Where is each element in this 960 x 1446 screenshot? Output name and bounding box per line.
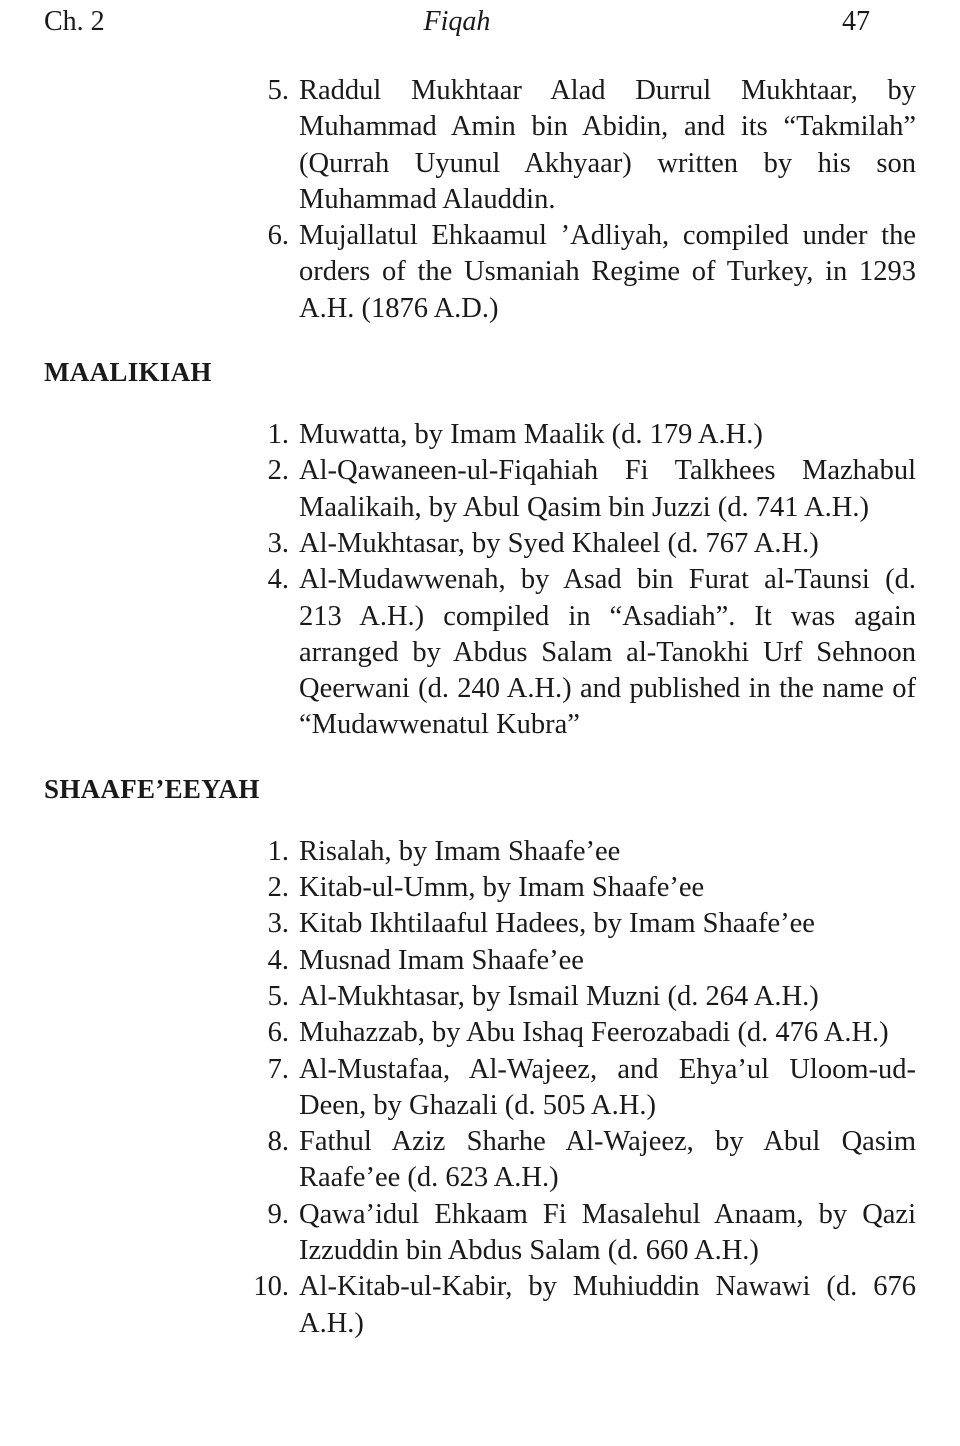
section-heading-shaafeeeyah: SHAAFE’EEYAH xyxy=(44,773,260,804)
list-item xyxy=(267,943,916,979)
item-number: 10. xyxy=(253,1271,289,1303)
item-text: Musnad Imam Shaafe’ee xyxy=(299,944,584,976)
list-item xyxy=(267,834,916,870)
item-text: Kitab Ikhtilaaful Hadees, by Imam Shaafe’ee xyxy=(299,908,815,940)
item-text: Mujallatul Ehkaamul ’Adliyah, compiled under the orders of the Usmaniah Regime of Turkey, in 1293 A.H. (1876 A.D.) xyxy=(299,220,916,324)
item-text: Al-Mustafaa, Al-Wajeez, and Ehya’ul Uloom-ud-Deen, by Ghazali (d. 505 A.H.) xyxy=(299,1053,916,1121)
item-number: 7. xyxy=(267,1053,289,1085)
item-text: Risalah, by Imam Shaafe’ee xyxy=(299,835,621,867)
list-item xyxy=(267,906,916,942)
item-number: 8. xyxy=(267,1126,289,1158)
item-text: Kitab-ul-Umm, by Imam Shaafe’ee xyxy=(299,872,705,904)
item-number: 2. xyxy=(267,872,289,904)
page-header xyxy=(44,2,870,42)
running-title: Fiqah xyxy=(423,6,491,37)
list-item xyxy=(267,526,916,562)
maalikiah-list xyxy=(44,417,916,744)
item-number: 4. xyxy=(267,564,289,596)
list-item xyxy=(267,218,916,327)
page-body xyxy=(44,73,916,1342)
item-number: 9. xyxy=(267,1198,289,1230)
chapter-label: Ch. 2 xyxy=(44,6,105,37)
item-number: 3. xyxy=(267,527,289,559)
section-heading-maalikiah: MAALIKIAH xyxy=(44,357,212,388)
item-text: Al-Qawaneen-ul-Fiqahiah Fi Talkhees Mazhabul Maalikaih, by Abul Qasim bin Juzzi (d. 741 A.H.) xyxy=(299,455,916,523)
list-item xyxy=(267,453,916,526)
list-item xyxy=(267,1052,916,1125)
item-number: 2. xyxy=(267,455,289,487)
item-text: Muhazzab, by Abu Ishaq Feerozabadi (d. 476 A.H.) xyxy=(299,1017,889,1049)
item-text: Raddul Mukhtaar Alad Durrul Mukhtaar, by Muhammad Amin bin Abidin, and its “Takmilah” (Qurrah Uyunul Akhyaar) written by his son Muhammad Alauddin. xyxy=(299,75,916,215)
item-number: 6. xyxy=(267,1017,289,1049)
item-number: 4. xyxy=(267,944,289,976)
hanafi-continued-list xyxy=(44,73,916,327)
list-item xyxy=(267,1124,916,1197)
item-text: Al-Mudawwenah, by Asad bin Furat al-Taunsi (d. 213 A.H.) compiled in “Asadiah”. It was again arranged by Abdus Salam al-Tanokhi Urf Sehnoon Qeerwani (d. 240 A.H.) and published in the name of “Mudawwenatul Kubra” xyxy=(299,564,916,741)
item-number: 5. xyxy=(267,75,289,106)
list-item xyxy=(267,73,916,218)
item-number: 1. xyxy=(267,835,289,867)
list-item xyxy=(267,870,916,906)
shaafeeeyah-list xyxy=(44,834,916,1342)
list-item xyxy=(267,1015,916,1051)
item-text: Al-Mukhtasar, by Syed Khaleel (d. 767 A.H.) xyxy=(299,527,819,559)
item-number: 3. xyxy=(267,908,289,940)
item-text: Al-Kitab-ul-Kabir, by Muhiuddin Nawawi (d. 676 A.H.) xyxy=(299,1271,916,1339)
item-number: 6. xyxy=(267,220,289,252)
item-number: 5. xyxy=(267,980,289,1012)
item-text: Al-Mukhtasar, by Ismail Muzni (d. 264 A.H.) xyxy=(299,980,819,1012)
list-item xyxy=(267,1197,916,1270)
list-item xyxy=(267,417,916,453)
list-item xyxy=(267,979,916,1015)
list-item xyxy=(267,562,916,743)
item-text: Muwatta, by Imam Maalik (d. 179 A.H.) xyxy=(299,419,763,451)
list-item xyxy=(253,1269,916,1342)
page-number: 47 xyxy=(842,6,870,37)
item-number: 1. xyxy=(267,419,289,451)
item-text: Qawa’idul Ehkaam Fi Masalehul Anaam, by Qazi Izzuddin bin Abdus Salam (d. 660 A.H.) xyxy=(299,1198,916,1267)
item-text: Fathul Aziz Sharhe Al-Wajeez, by Abul Qasim Raafe’ee (d. 623 A.H.) xyxy=(299,1126,916,1194)
